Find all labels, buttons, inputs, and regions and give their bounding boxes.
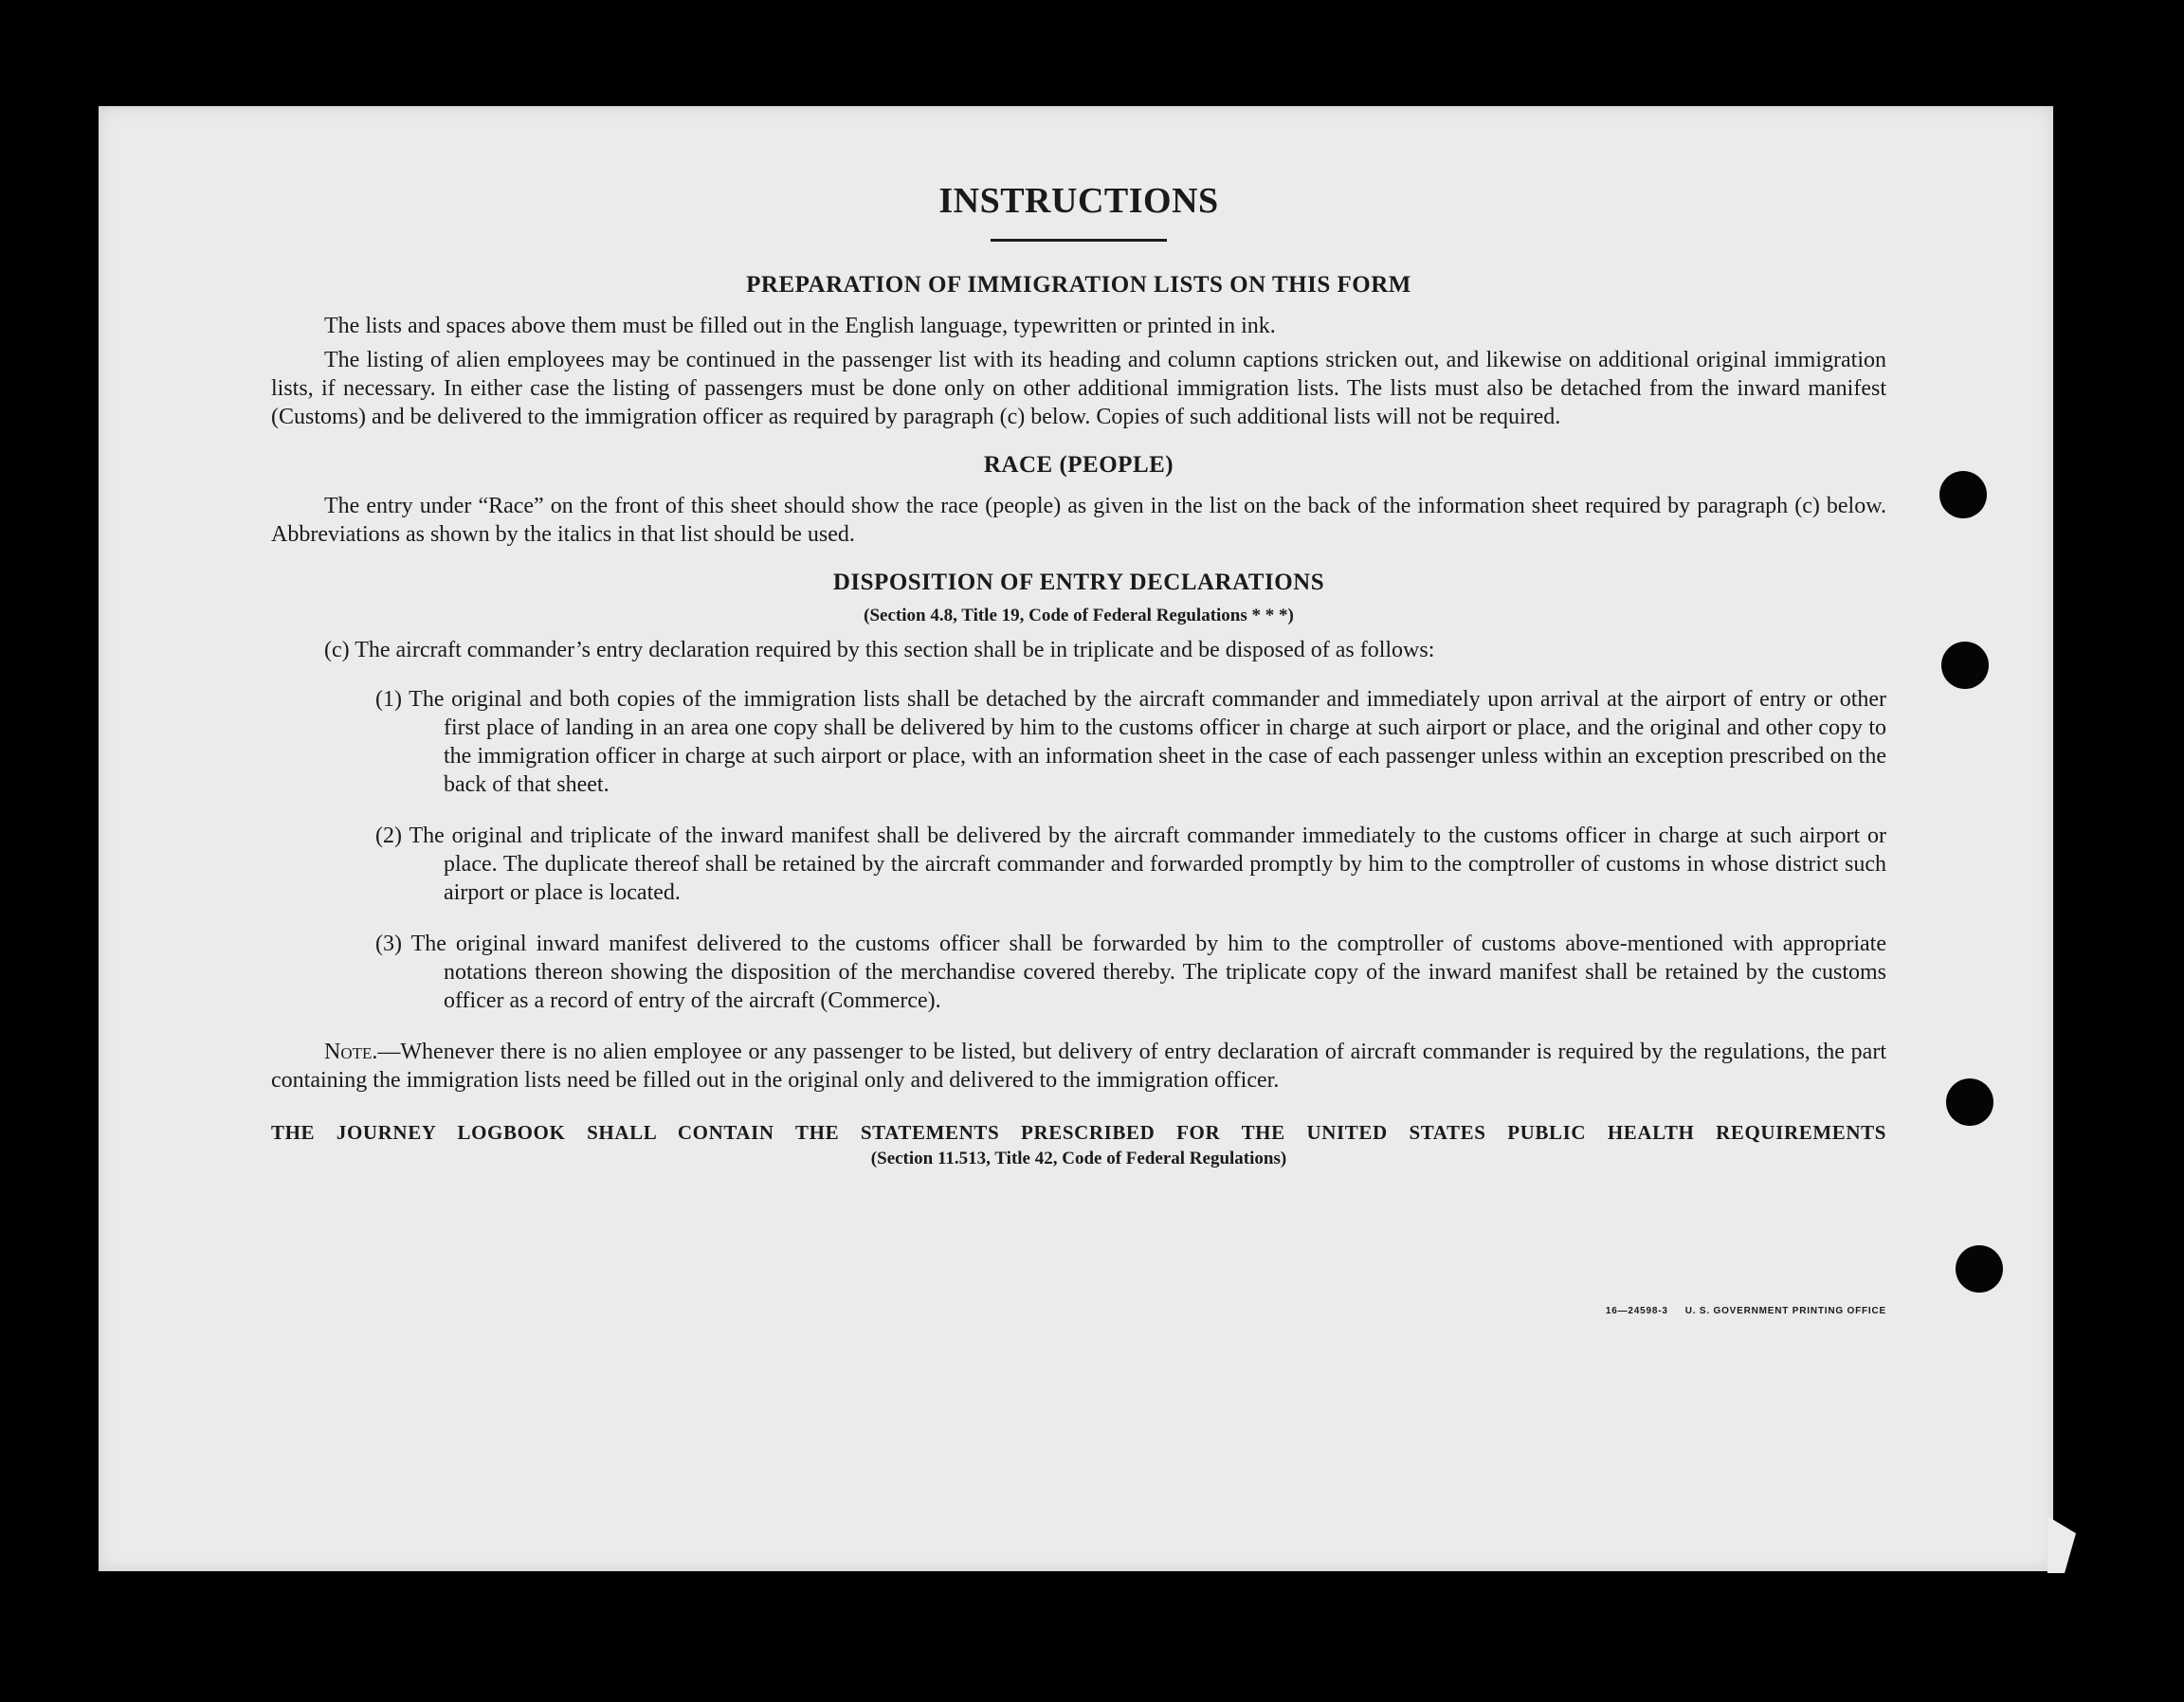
paragraph-alien-employees: The listing of alien employees may be continued in the passenger list with its heading and column captions stricken out, and likewise on additional original immigration lists, if necessary. In either case the listing of passengers must be done only on other additional immigration lists. The lists must also be detached from the inward manifest (Customs) and be delivered to the immigration officer as required by paragraph (c) below. Copies of such additional lists will not be required. bbox=[271, 348, 1886, 429]
paragraph-c: (c) The aircraft commander’s entry declaration required by this section shall be in triplicate and be disposed of as follows: bbox=[324, 638, 1435, 662]
punch-hole bbox=[1956, 1245, 2003, 1293]
note-text: —Whenever there is no alien employee or any passenger to be listed, but delivery of entry declaration of aircraft commander is required by the regulations, the part containing the immigration lists need be filled out in the original only and delivered to the immigration officer. bbox=[271, 1040, 1886, 1093]
paragraph-language: The lists and spaces above them must be filled out in the English language, typewritten or printed in ink. bbox=[324, 314, 1276, 338]
section-heading-race: RACE (PEOPLE) bbox=[983, 452, 1174, 478]
list-item-2: (2) The original and triplicate of the inward manifest shall be delivered by the aircraft commander immediately to the customs officer in charge at such airport or place. The duplicate thereof shall be retained by the aircraft commander and forwarded promptly by him to the comptroller of customs in whose district such airport or place is located. bbox=[375, 824, 1886, 905]
punch-hole bbox=[1939, 471, 1987, 518]
printer-office: U. S. GOVERNMENT PRINTING OFFICE bbox=[1684, 1306, 1886, 1316]
document-content bbox=[271, 180, 1886, 1316]
punch-hole bbox=[1941, 642, 1989, 689]
note-label: Note. bbox=[324, 1040, 378, 1064]
list-item-3: (3) The original inward manifest delivered to the customs officer shall be forwarded by him to the comptroller of customs above-mentioned with appropriate notations thereon showing the disposition of the merchandise covered thereby. The triplicate copy of the inward manifest shall be retained by the customs officer as a record of entry of the aircraft (Commerce). bbox=[375, 932, 1886, 1013]
footer-health-requirements: THE JOURNEY LOGBOOK SHALL CONTAIN THE STATEMENTS PRESCRIBED FOR THE UNITED STATES PUBLIC HEALTH REQUIREMENTS bbox=[271, 1121, 1886, 1144]
printer-code: 16—24598-3 bbox=[1605, 1306, 1668, 1316]
title-divider bbox=[991, 239, 1167, 242]
page-title: INSTRUCTIONS bbox=[938, 181, 1219, 221]
list-item-1: (1) The original and both copies of the immigration lists shall be detached by the aircraft commander and immediately upon arrival at the airport of entry or other first place of landing in an area one copy shall be delivered by him to the customs officer in charge at such airport or place, and the original and other copy to the immigration officer in charge at such airport or place, with an information sheet in the case of each passenger unless within an exception prescribed on the back of that sheet. bbox=[375, 687, 1886, 797]
section-heading-preparation: PREPARATION OF IMMIGRATION LISTS ON THIS FORM bbox=[746, 272, 1411, 298]
printer-imprint bbox=[1589, 1306, 1886, 1316]
punch-hole bbox=[1946, 1078, 1993, 1126]
paragraph-race: The entry under “Race” on the front of this sheet should show the race (people) as given in the list on the back of the information sheet required by paragraph (c) below. Abbreviations as shown by the italics in that list should be used. bbox=[271, 494, 1886, 547]
section-heading-disposition: DISPOSITION OF ENTRY DECLARATIONS bbox=[832, 570, 1325, 595]
note-paragraph bbox=[271, 1038, 1886, 1095]
section-citation: (Section 4.8, Title 19, Code of Federal Regulations * * *) bbox=[864, 606, 1294, 625]
footer-citation: (Section 11.513, Title 42, Code of Federal Regulations) bbox=[870, 1149, 1287, 1168]
sheet-corner bbox=[2048, 1516, 2076, 1573]
